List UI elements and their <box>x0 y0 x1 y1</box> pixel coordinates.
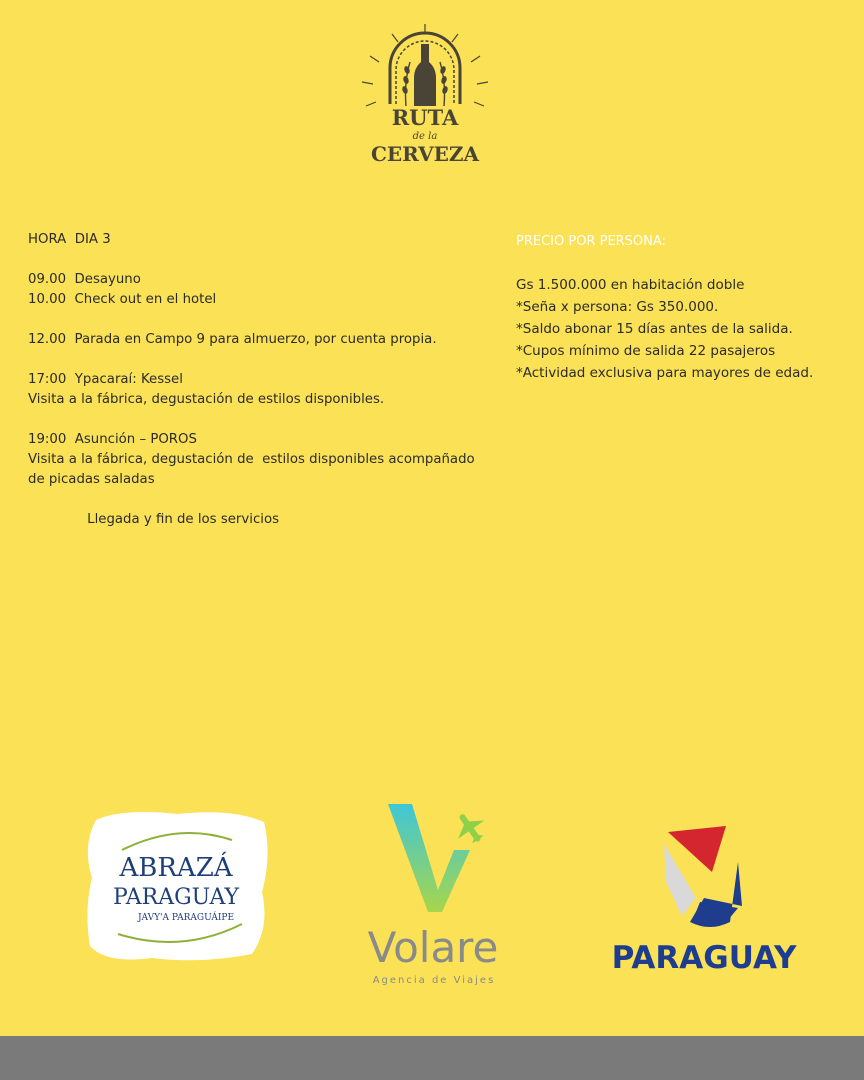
volare-tagline: Agencia de Viajes <box>372 975 496 986</box>
ruta-logo-graphic <box>352 22 498 172</box>
itinerary-line: 09.00 Desayuno <box>28 272 141 287</box>
itinerary-line: 12.00 Parada en Campo 9 para almuerzo, por cuenta propia. <box>28 332 437 347</box>
paraguay-name: PARAGUAY <box>611 940 797 974</box>
volare-logo-graphic <box>350 800 516 990</box>
abraza-logo-graphic <box>82 806 272 964</box>
logo-de-la-text: de la <box>412 131 438 142</box>
itinerary-spacer <box>28 410 498 430</box>
volare-name: Volare <box>367 923 499 972</box>
paraguay-logo-graphic <box>600 822 806 974</box>
pricing-line: *Saldo abonar 15 días antes de la salida. <box>516 321 793 337</box>
abraza-line3: JAVY'A PARAGUÁIPE <box>137 913 235 923</box>
pricing-section <box>516 231 846 384</box>
pricing-line: *Cupos mínimo de salida 22 pasajeros <box>516 343 776 359</box>
pricing-line: *Actividad exclusiva para mayores de edad. <box>516 365 814 381</box>
itinerary-line: de picadas saladas <box>28 472 155 487</box>
pricing-title: PRECIO POR PERSONA: <box>516 234 666 249</box>
abraza-line2: PARAGUAY <box>112 885 240 910</box>
pricing-line: Gs 1.500.000 en habitación doble <box>516 277 745 293</box>
abraza-paraguay-logo <box>82 806 272 964</box>
itinerary-spacer <box>28 250 498 270</box>
itinerary-spacer <box>28 490 498 510</box>
paraguay-brand-logo <box>600 822 806 974</box>
itinerary-spacer <box>28 310 498 330</box>
pricing-line: *Seña x persona: Gs 350.000. <box>516 299 719 315</box>
itinerary-spacer <box>28 350 498 370</box>
volare-logo <box>350 800 516 990</box>
itinerary-line: Visita a la fábrica, degustación de estilos disponibles. <box>28 392 385 407</box>
itinerary-line: 17:00 Ypacaraí: Kessel <box>28 372 183 387</box>
logo-cerveza-text: CERVEZA <box>371 142 479 166</box>
ruta-de-la-cerveza-logo <box>352 22 498 172</box>
itinerary-line: 10.00 Check out en el hotel <box>28 292 217 307</box>
itinerary-line: Llegada y fin de los servicios <box>28 512 280 527</box>
itinerary-line: Visita a la fábrica, degustación de estilos disponibles acompañado <box>28 452 475 467</box>
logo-ruta-text: RUTA <box>391 105 459 130</box>
volare-v-icon <box>388 804 470 912</box>
abraza-line1: ABRAZÁ <box>119 853 233 883</box>
airplane-icon <box>448 806 493 851</box>
itinerary-section <box>28 230 498 530</box>
bottom-bar <box>0 1036 864 1080</box>
itinerary-line: 19:00 Asunción – POROS <box>28 432 197 447</box>
itinerary-header: HORA DIA 3 <box>28 232 111 247</box>
